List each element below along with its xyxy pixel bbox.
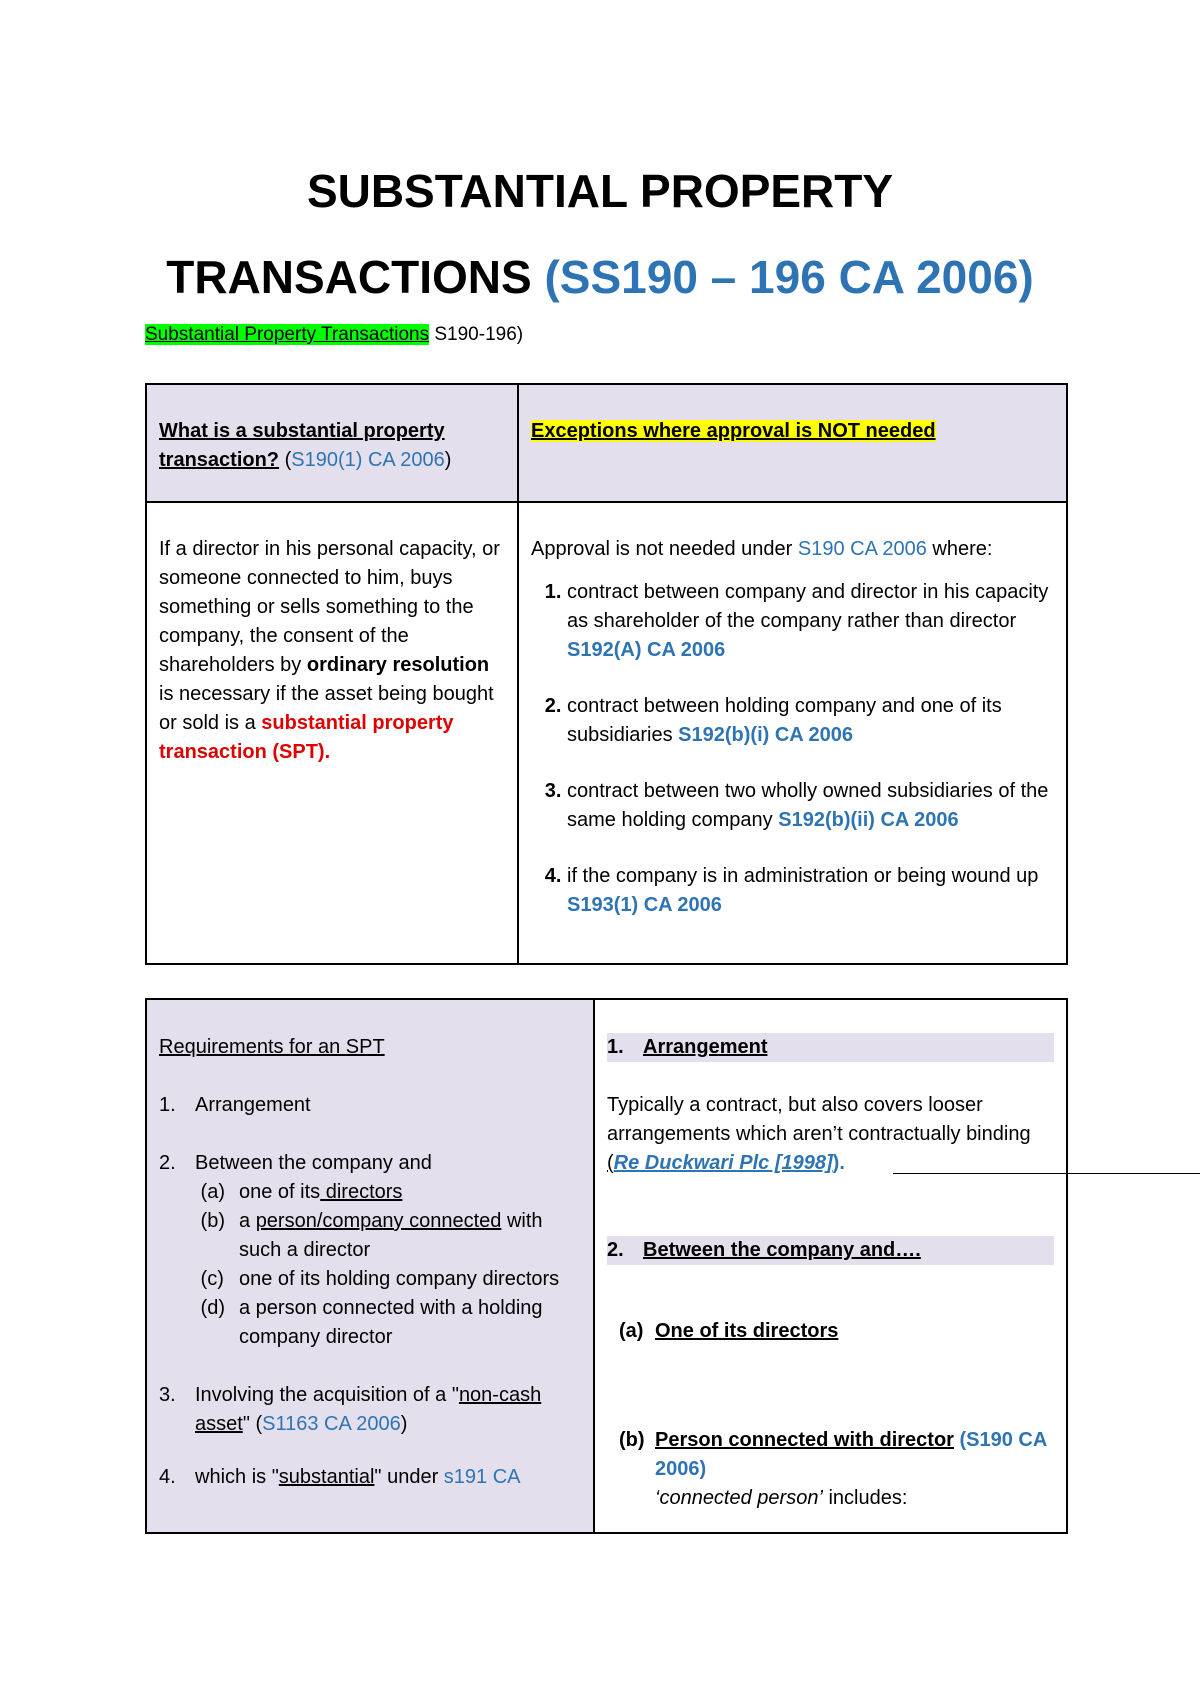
spt-definition-table xyxy=(145,383,1068,965)
list-item xyxy=(567,862,1054,920)
requirement-text: Arrangement xyxy=(195,1094,311,1116)
subheading-rest: S190-196) xyxy=(429,324,524,345)
page-title xyxy=(0,148,1200,320)
requirement-text: Between the company and xyxy=(195,1152,432,1174)
requirement-text-post: ) xyxy=(400,1413,408,1435)
sub-text: one of its xyxy=(239,1181,321,1203)
between-heading-bar xyxy=(607,1236,1054,1265)
exceptions-intro-text: Approval is not needed under xyxy=(531,538,798,560)
list-item: (c) one of its holding company directors xyxy=(195,1268,560,1290)
definition-cell xyxy=(146,502,518,964)
requirement-ref: S1163 CA 2006 xyxy=(262,1413,401,1435)
list-item: (b) a person/company connected with such a director xyxy=(195,1210,543,1261)
exceptions-intro xyxy=(531,535,1054,564)
exception-ref: S192(b)(i) CA 2006 xyxy=(678,724,854,746)
title-line-1: SUBSTANTIAL PROPERTY xyxy=(306,165,894,217)
list-item: 3. Involving the acquisition of a "non-cash asset" (S1163 CA 2006) xyxy=(159,1384,542,1435)
requirements-heading: Requirements for an SPT xyxy=(159,1036,385,1058)
item-label: (b) xyxy=(619,1429,645,1451)
heading-number: 1. xyxy=(607,1036,624,1058)
exception-text: if the company is in administration or being wound up xyxy=(567,865,1039,887)
exception-ref: S192(A) CA 2006 xyxy=(567,639,726,661)
arrangement-body: Typically a contract, but also covers looser arrangements which aren’t contractually binding xyxy=(607,1094,1031,1145)
arrangement-text xyxy=(607,1091,1054,1178)
between-heading: Between the company and…. xyxy=(643,1239,921,1261)
director-heading: One of its directors xyxy=(655,1320,839,1342)
paren-close: ) xyxy=(444,449,452,471)
item-label: (a) xyxy=(619,1320,644,1342)
case-citation: Re Duckwari Plc [1998] xyxy=(613,1152,833,1174)
title-line-2-text: TRANSACTIONS xyxy=(166,251,545,303)
sub-text-underlined: person/company connected xyxy=(255,1210,502,1232)
requirement-text: Involving the acquisition of a " xyxy=(195,1384,459,1406)
table1-body-row xyxy=(146,502,1067,964)
definition-spt-term: substantial property transaction (SPT). xyxy=(159,712,454,763)
exception-text: contract between two wholly owned subsidiaries of the same holding company xyxy=(567,780,1049,831)
requirements-list xyxy=(159,1091,581,1492)
requirement-text-mid: " under xyxy=(374,1466,444,1488)
sub-text: a xyxy=(239,1210,256,1232)
requirement-sublist xyxy=(195,1178,581,1352)
exception-text: contract between holding company and one of its subsidiaries xyxy=(567,695,1002,746)
title-section-ref: (SS190 – 196 CA 2006) xyxy=(544,251,1034,303)
requirements-cell xyxy=(146,999,594,1533)
requirement-text: which is " xyxy=(195,1466,279,1488)
list-item: 2. Between the company and (a) one of its directors (b) a person/company connected with such a director (c) one of its holding company directors (d) a person connected with a holding company director xyxy=(159,1149,581,1352)
exception-ref: S193(1) CA 2006 xyxy=(567,894,722,916)
list-item xyxy=(567,578,1054,665)
exception-ref: S192(b)(ii) CA 2006 xyxy=(778,809,959,831)
sub-text: a person connected with a holding company director xyxy=(239,1297,543,1348)
connected-heading: Person connected with director xyxy=(655,1429,954,1451)
exceptions-cell xyxy=(518,502,1067,964)
exceptions-intro-ref: S190 CA 2006 xyxy=(797,538,927,560)
sub-text-post: with such a director xyxy=(239,1210,543,1261)
list-item: 1. Arrangement xyxy=(159,1094,311,1116)
case-open: ( xyxy=(607,1152,614,1174)
requirement-underlined: non-cash asset xyxy=(195,1384,542,1435)
definition-bold: ordinary resolution xyxy=(306,654,490,676)
title-line-2 xyxy=(0,234,1200,320)
list-item xyxy=(567,777,1054,835)
exceptions-intro-post: where: xyxy=(926,538,993,560)
director-item xyxy=(607,1317,1054,1346)
table1-left-header xyxy=(146,384,518,502)
spt-requirements-table xyxy=(145,998,1068,1534)
connected-person-item xyxy=(607,1426,1054,1513)
requirement-text-mid: " ( xyxy=(242,1413,263,1435)
subheading xyxy=(145,324,523,346)
requirement-underlined: substantial xyxy=(278,1466,375,1488)
table1-header-row xyxy=(146,384,1067,502)
arrangement-heading-bar xyxy=(607,1033,1054,1062)
list-item: (a) one of its directors xyxy=(195,1181,403,1203)
requirement-ref: s191 CA xyxy=(443,1466,521,1488)
exception-text: contract between company and director in his capacity as shareholder of the company rather than director xyxy=(567,581,1049,632)
exceptions-list xyxy=(531,578,1054,920)
list-item: 4. which is "substantial" under s191 CA xyxy=(159,1466,521,1488)
sub-text-underlined: directors xyxy=(320,1181,403,1203)
list-item xyxy=(567,692,1054,750)
case-close: ). xyxy=(832,1152,845,1174)
connected-ref: (S190 CA 2006) xyxy=(655,1429,1047,1480)
table2-row xyxy=(146,999,1067,1533)
stray-line xyxy=(893,1173,1200,1174)
definition-text-2: is necessary if the asset being bought or sold is a xyxy=(159,683,494,734)
arrangement-heading: Arrangement xyxy=(643,1036,768,1058)
definition-text: If a director in his personal capacity, or someone connected to him, buys something or sells something to the company, the consent of the shareholders by xyxy=(159,538,500,676)
sub-text: one of its holding company directors xyxy=(239,1268,560,1290)
list-item: (d) a person connected with a holding company director xyxy=(195,1297,543,1348)
paren-open: ( xyxy=(279,449,292,471)
connected-post: includes: xyxy=(822,1487,908,1509)
definition-question: What is a substantial property transaction? xyxy=(159,420,445,471)
definition-ref: S190(1) CA 2006 xyxy=(291,449,445,471)
heading-number: 2. xyxy=(607,1239,624,1261)
table1-right-header xyxy=(518,384,1067,502)
exceptions-heading: Exceptions where approval is NOT needed xyxy=(531,420,936,442)
connected-term: ‘connected person’ xyxy=(655,1487,823,1509)
subheading-highlight: Substantial Property Transactions xyxy=(145,324,430,345)
explanations-cell xyxy=(594,999,1067,1533)
